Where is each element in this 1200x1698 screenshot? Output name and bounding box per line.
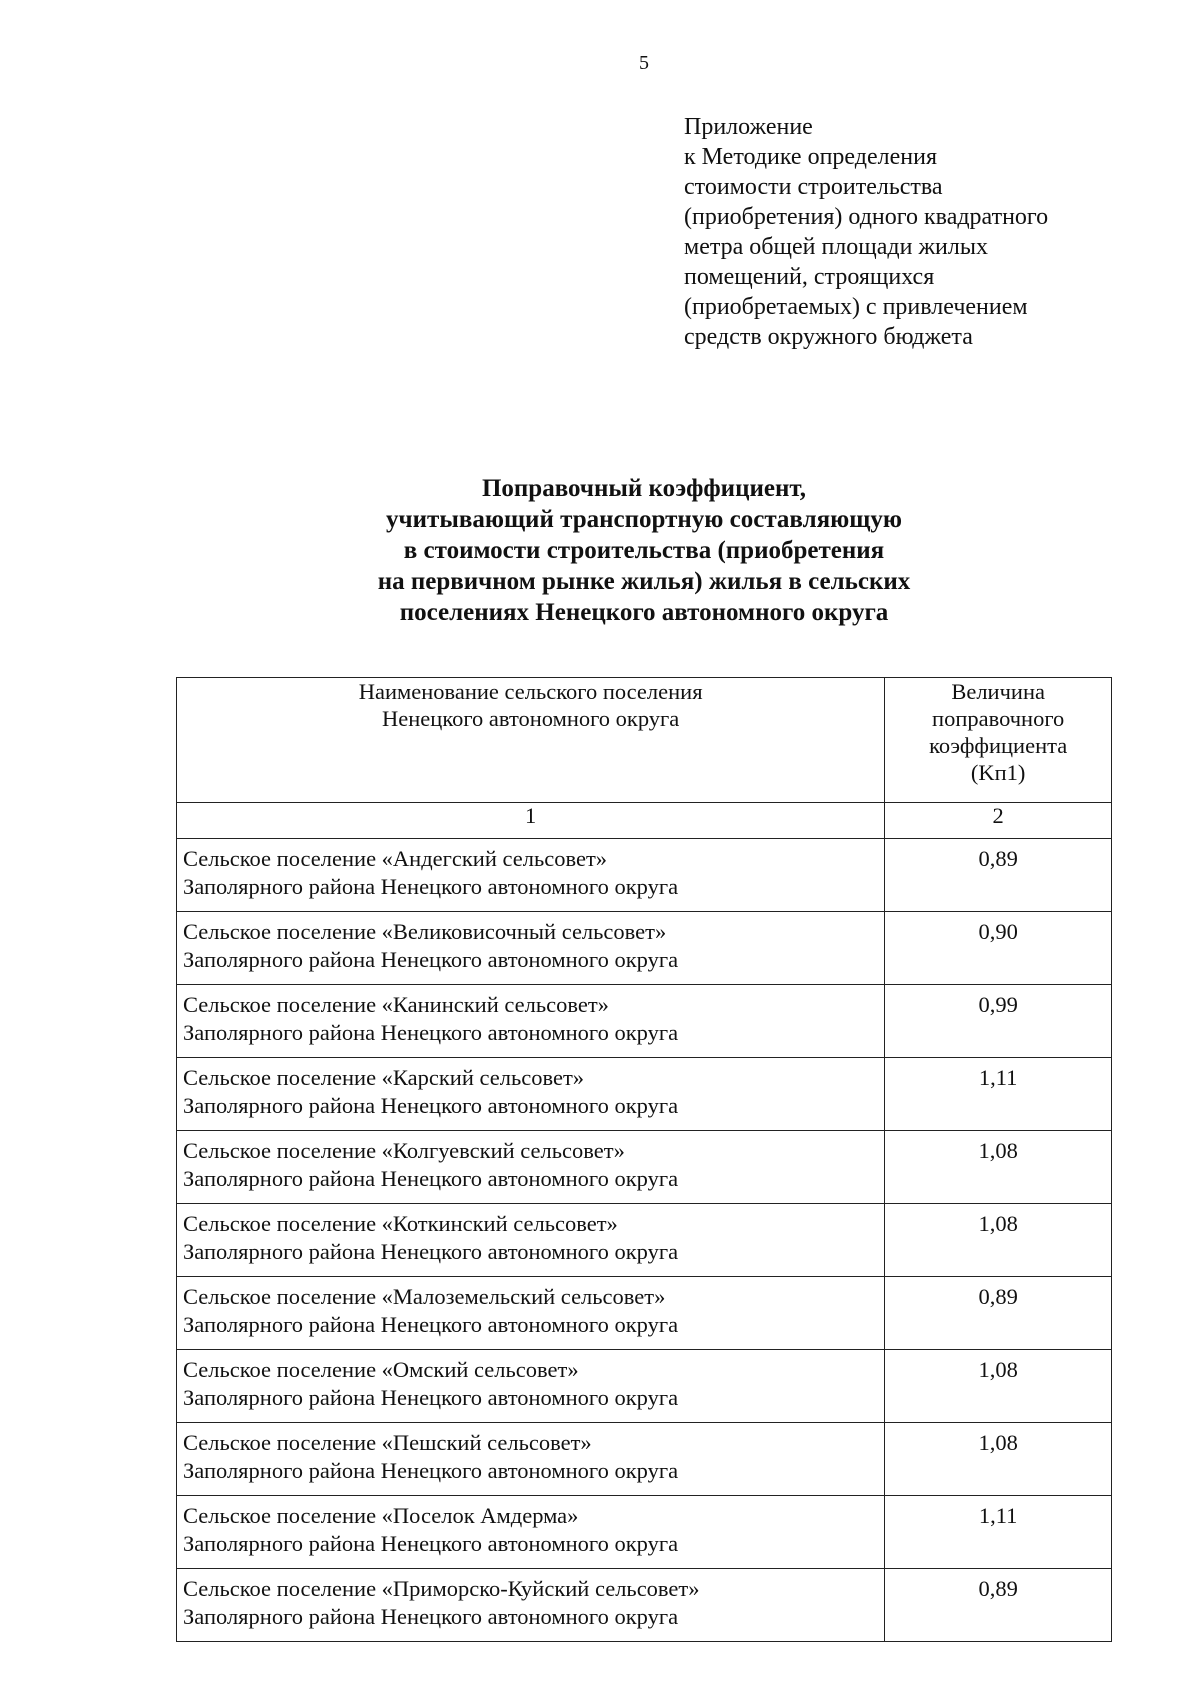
coefficient-value: 1,08: [885, 1350, 1112, 1423]
table-row: [177, 839, 1112, 912]
appendix-line: средств окружного бюджета: [684, 324, 973, 350]
table-row: [177, 1204, 1112, 1277]
document-title: [150, 473, 1138, 628]
header-line: Величина: [951, 679, 1045, 704]
appendix-line: (приобретаемых) с привлечением: [684, 294, 1028, 320]
settlement-name: Сельское поселение «Малоземельский сельсовет»: [183, 1284, 666, 1309]
coefficient-value: 1,08: [885, 1423, 1112, 1496]
header-line: поправочного: [932, 706, 1065, 731]
settlement-district: Заполярного района Ненецкого автономного округа: [183, 874, 679, 899]
settlement-name: Сельское поселение «Пешский сельсовет»: [183, 1430, 592, 1455]
settlement-district: Заполярного района Ненецкого автономного округа: [183, 1166, 679, 1191]
appendix-line: к Методике определения: [684, 144, 937, 170]
settlement-name: Сельское поселение «Омский сельсовет»: [183, 1357, 579, 1382]
coefficient-value: 1,08: [885, 1204, 1112, 1277]
appendix-line: (приобретения) одного квадратного: [684, 204, 1049, 230]
coefficient-value: 0,89: [885, 1277, 1112, 1350]
page-number: 5: [639, 52, 649, 74]
table-header-row: [177, 678, 1112, 803]
table-row: [177, 1423, 1112, 1496]
settlement-name: Сельское поселение «Великовисочный сельсовет»: [183, 919, 667, 944]
appendix-line: стоимости строительства: [684, 174, 943, 200]
settlement-name-cell: [177, 1204, 885, 1277]
header-line: (Kп1): [970, 760, 1026, 785]
settlement-name-cell: [177, 1569, 885, 1642]
settlement-name: Сельское поселение «Канинский сельсовет»: [183, 992, 609, 1017]
settlement-district: Заполярного района Ненецкого автономного округа: [183, 1531, 679, 1556]
header-settlement-name: [177, 678, 885, 803]
coefficient-value: 0,90: [885, 912, 1112, 985]
coefficient-value: 1,11: [885, 1058, 1112, 1131]
settlement-district: Заполярного района Ненецкого автономного округа: [183, 1312, 679, 1337]
coefficient-value: 0,89: [885, 1569, 1112, 1642]
appendix-line: метра общей площади жилых: [684, 234, 988, 260]
settlement-name: Сельское поселение «Карский сельсовет»: [183, 1065, 585, 1090]
settlement-name-cell: [177, 1423, 885, 1496]
settlement-district: Заполярного района Ненецкого автономного округа: [183, 1458, 679, 1483]
coefficient-value: 1,11: [885, 1496, 1112, 1569]
settlement-name-cell: [177, 1058, 885, 1131]
settlement-name-cell: [177, 839, 885, 912]
coefficient-value: 1,08: [885, 1131, 1112, 1204]
table-row: [177, 985, 1112, 1058]
table-body: [177, 839, 1112, 1642]
column-number-row: [177, 803, 1112, 839]
settlement-name-cell: [177, 985, 885, 1058]
settlement-name-cell: [177, 1350, 885, 1423]
table-row: [177, 1131, 1112, 1204]
settlement-name-cell: [177, 1496, 885, 1569]
table-row: [177, 1496, 1112, 1569]
settlement-district: Заполярного района Ненецкого автономного округа: [183, 947, 679, 972]
title-line: поселениях Ненецкого автономного округа: [399, 599, 889, 626]
coefficient-value: 0,89: [885, 839, 1112, 912]
settlement-district: Заполярного района Ненецкого автономного округа: [183, 1020, 679, 1045]
settlement-name-cell: [177, 1131, 885, 1204]
appendix-line: помещений, строящихся: [684, 264, 935, 290]
settlement-district: Заполярного района Ненецкого автономного округа: [183, 1239, 679, 1264]
header-coefficient: [885, 678, 1112, 803]
column-number: 2: [885, 803, 1112, 839]
title-line: в стоимости строительства (приобретения: [403, 537, 885, 564]
settlement-name: Сельское поселение «Приморско-Куйский сельсовет»: [183, 1576, 700, 1601]
settlement-name-cell: [177, 912, 885, 985]
header-line: Ненецкого автономного округа: [382, 706, 680, 731]
table-row: [177, 912, 1112, 985]
settlement-name-cell: [177, 1277, 885, 1350]
settlement-name: Сельское поселение «Поселок Амдерма»: [183, 1503, 579, 1528]
table-row: [177, 1350, 1112, 1423]
settlement-name: Сельское поселение «Коткинский сельсовет»: [183, 1211, 618, 1236]
settlement-district: Заполярного района Ненецкого автономного округа: [183, 1385, 679, 1410]
table-row: [177, 1277, 1112, 1350]
settlement-name: Сельское поселение «Андегский сельсовет»: [183, 846, 608, 871]
settlement-district: Заполярного района Ненецкого автономного округа: [183, 1604, 679, 1629]
settlement-name: Сельское поселение «Колгуевский сельсовет»: [183, 1138, 625, 1163]
title-line: учитывающий транспортную составляющую: [386, 506, 902, 533]
coefficient-table: [176, 677, 1112, 1642]
appendix-line: Приложение: [684, 114, 813, 140]
column-number: 1: [177, 803, 885, 839]
header-line: Наименование сельского поселения: [358, 679, 703, 704]
appendix-note: [684, 112, 1154, 352]
coefficient-value: 0,99: [885, 985, 1112, 1058]
title-line: Поправочный коэффициент,: [481, 475, 807, 502]
table-row: [177, 1058, 1112, 1131]
table-row: [177, 1569, 1112, 1642]
title-line: на первичном рынке жилья) жилья в сельских: [377, 568, 911, 595]
header-line: коэффициента: [929, 733, 1068, 758]
settlement-district: Заполярного района Ненецкого автономного округа: [183, 1093, 679, 1118]
